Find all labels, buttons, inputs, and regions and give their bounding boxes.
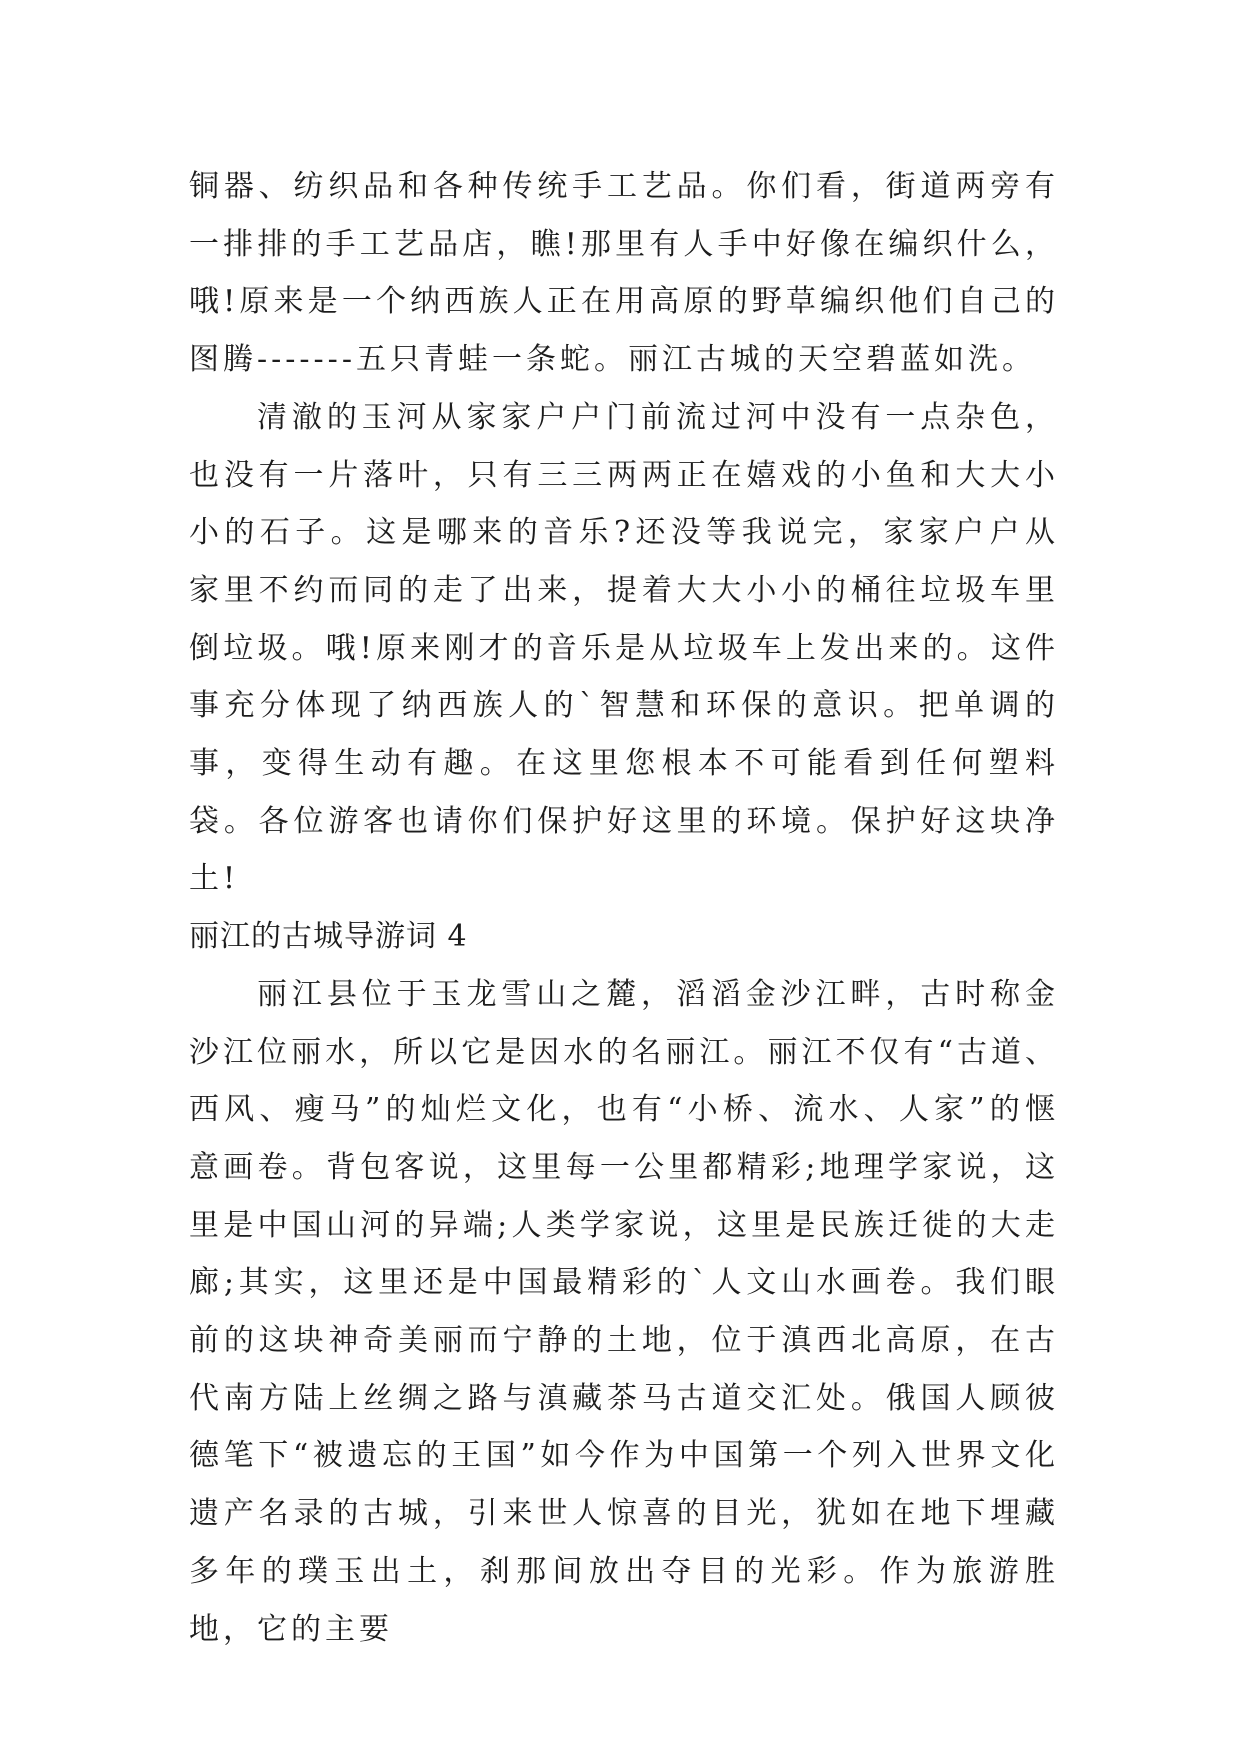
section-heading: 丽江的古城导游词 4: [189, 919, 468, 955]
paragraph-handicrafts: 铜器、纺织品和各种传统手工艺品。你们看，街道两旁有一排排的手工艺品店，瞧!那里有人手中好像在编织什么，哦!原来是一个纳西族人正在用高原的野草编织他们自己的图腾-------五只青蛙一条蛇。丽江古城的天空碧蓝如洗。: [189, 169, 1059, 378]
paragraph-yu-river: 清澈的玉河从家家户户门前流过河中没有一点杂色，也没有一片落叶，只有三三两两正在嬉戏的小鱼和大大小小的石子。这是哪来的音乐?还没等我说完，家家户户从家里不约而同的走了出来，提着大大小小的桶往垃圾车里倒垃圾。哦!原来刚才的音乐是从垃圾车上发出来的。这件事充分体现了纳西族人的`智慧和环保的意识。把单调的事，变得生动有趣。在这里您根本不可能看到任何塑料袋。各位游客也请你们保护好这里的环境。保护好这块净土!: [189, 399, 1059, 897]
paragraph-lijiang-county: 丽江县位于玉龙雪山之麓，滔滔金沙江畔，古时称金沙江位丽水，所以它是因水的名丽江。丽江不仅有“古道、西风、瘦马”的灿烂文化，也有“小桥、流水、人家”的惬意画卷。背包客说，这里每一公里都精彩;地理学家说，这里是中国山河的异端;人类学家说，这里是民族迁徙的大走廊;其实，这里还是中国最精彩的`人文山水画卷。我们眼前的这块神奇美丽而宁静的土地，位于滇西北高原，在古代南方陆上丝绸之路与滇藏茶马古道交汇处。俄国人顾彼德笔下“被遗忘的王国”如今作为中国第一个列入世界文化遗产名录的古城，引来世人惊喜的目光，犹如在地下埋藏多年的璞玉出土，刹那间放出夺目的光彩。作为旅游胜地，它的主要: [189, 976, 1059, 1647]
document-body: [189, 158, 1059, 1658]
